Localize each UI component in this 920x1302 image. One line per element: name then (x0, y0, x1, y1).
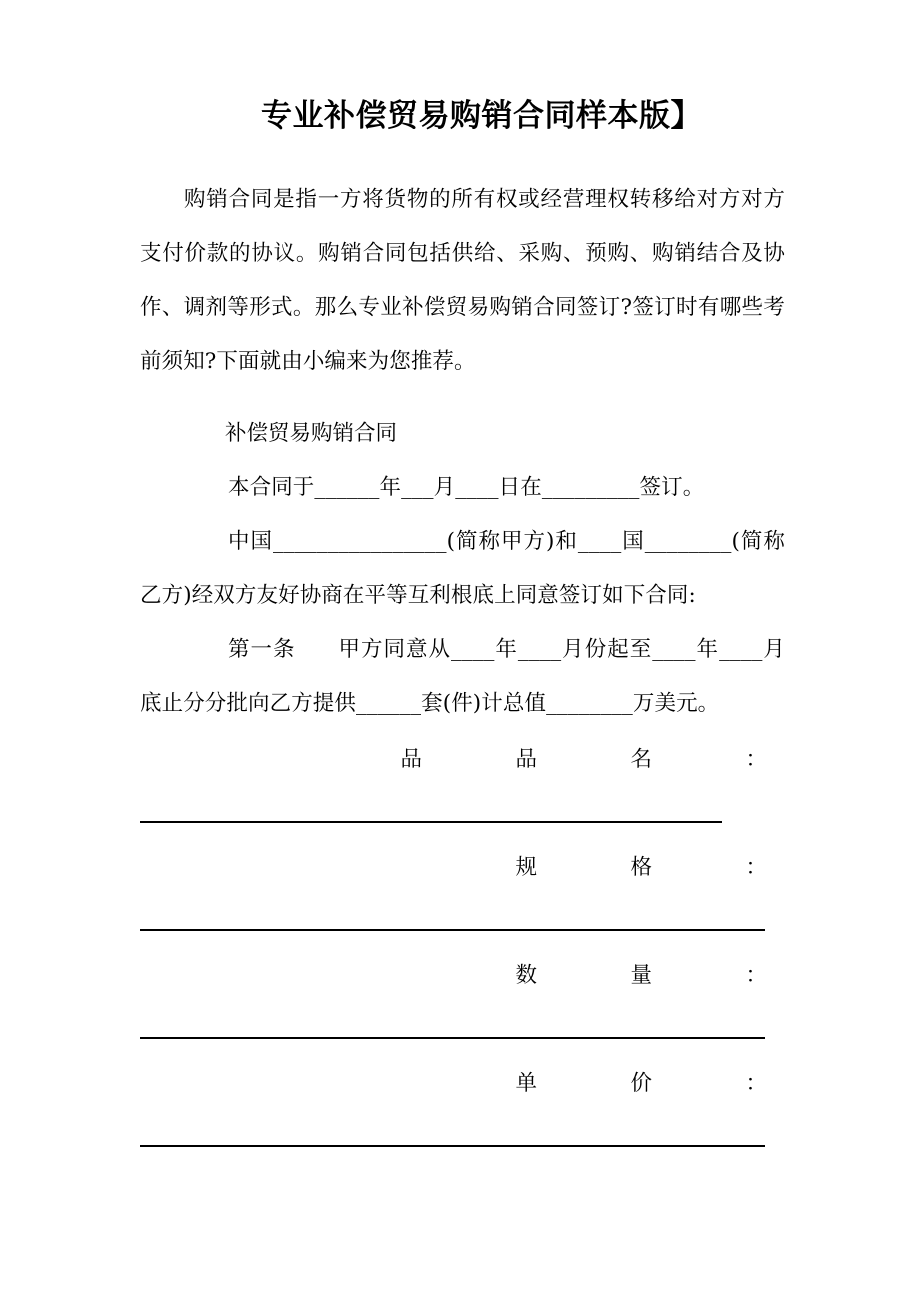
field-label-quantity (140, 949, 785, 1003)
field-glyph: 品 (515, 747, 537, 772)
field-glyph: 量 (630, 963, 652, 988)
field-glyph: ： (745, 855, 767, 880)
field-glyph: 品 (400, 747, 422, 772)
field-glyph: 价 (630, 1071, 652, 1096)
field-glyph: 单 (515, 1071, 537, 1096)
date-line: 本合同于______年___月____日在_________签订。 (228, 475, 705, 500)
field-blank-line-specification (140, 895, 785, 949)
field-glyph: 格 (630, 855, 652, 880)
field-blank-line-product-name (140, 787, 785, 841)
field-glyph: ： (745, 1071, 767, 1096)
page-title: 专业补偿贸易购销合同样本版】 (261, 98, 702, 134)
field-list (140, 733, 785, 1165)
field-glyph: ： (745, 747, 767, 772)
clause-one (140, 623, 785, 731)
field-glyph: 规 (515, 855, 537, 880)
clause-one-text: 甲方同意从____年____月份起至____年____月底止分分批向乙方提供______套(件)计总值________万美元。 (140, 637, 785, 716)
field-glyph: 名 (630, 747, 652, 772)
field-label-unit-price (140, 1057, 785, 1111)
field-blank-line-unit-price (140, 1111, 785, 1165)
field-label-product-name (140, 733, 785, 787)
field-glyph: ： (745, 963, 767, 988)
field-blank-line-quantity (140, 1003, 785, 1057)
document-content (140, 0, 785, 1165)
parties-line: 中国________________(简称甲方)和____国________(简称乙方)经双方友好协商在平等互利根底上同意签订如下合同: (140, 529, 785, 608)
field-glyph: 数 (515, 963, 537, 988)
clause-one-label: 第一条 (228, 637, 296, 662)
field-label-specification (140, 841, 785, 895)
contract-heading: 补偿贸易购销合同 (225, 421, 398, 446)
intro-paragraph: 购销合同是指一方将货物的所有权或经营理权转移给对方对方支付价款的协议。购销合同包括供给、采购、预购、购销结合及协作、调剂等形式。那么专业补偿贸易购销合同签订?签订时有哪些考前须知?下面就由小编来为您推荐。 (140, 187, 785, 374)
